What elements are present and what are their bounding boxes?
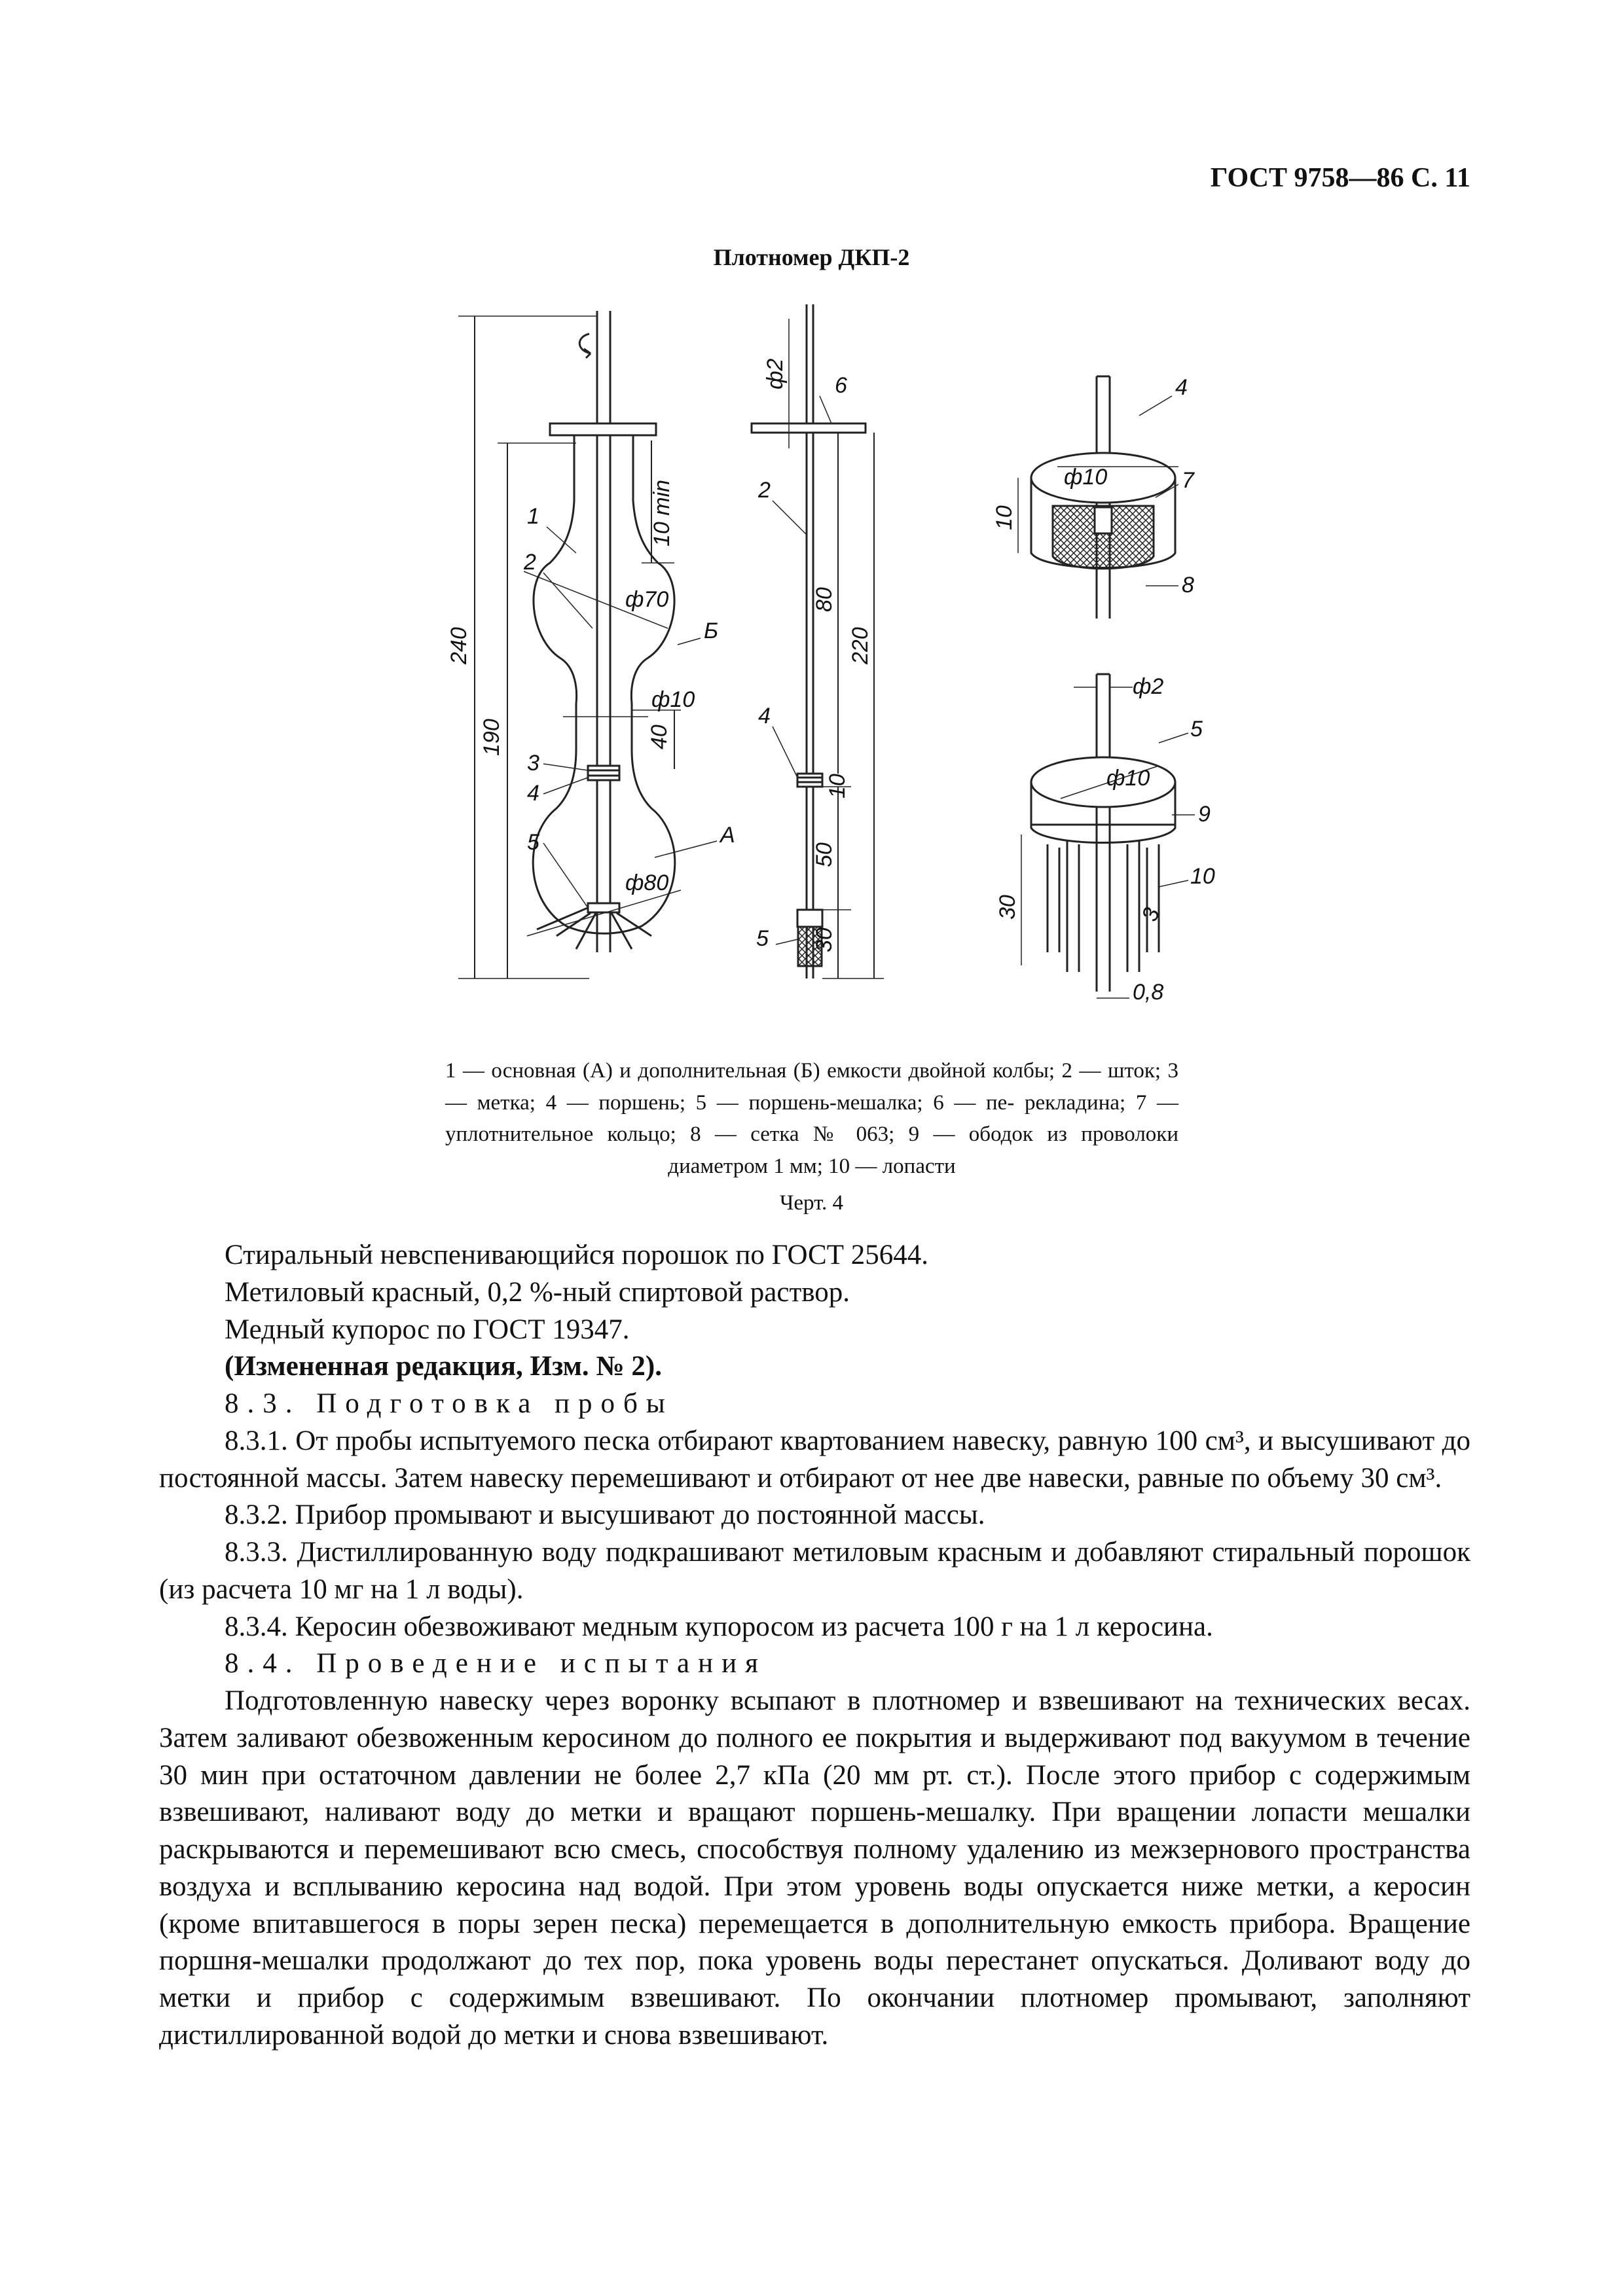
- dim-d10-piston: ф10: [1064, 465, 1108, 490]
- dim-190: 190: [479, 719, 504, 756]
- paragraph: 8.3.3. Дистиллированную воду подкрашивают метиловым красным и добавляют стиральный порошок (из расчета 10 мг на 1 л воды).: [159, 1537, 1470, 1605]
- dim-10min: 10 min: [649, 479, 674, 547]
- paragraph: 8.3.2. Прибор промывают и высушивают до постоянной массы.: [225, 1499, 985, 1531]
- figure-title: Плотномер ДКП-2: [713, 244, 910, 270]
- caption-line: рекладина; 7 — уплотнительное кольцо; 8 — сетка № 063; 9 — ободок: [445, 1090, 1178, 1146]
- figure-caption: [445, 1055, 1178, 1182]
- densimeter-drawing: [419, 298, 1224, 1050]
- dim-240: 240: [447, 627, 471, 664]
- page-header: ГОСТ 9758—86 С. 11: [1210, 163, 1470, 193]
- label-9: 9: [1198, 802, 1211, 827]
- label-a: А: [720, 823, 735, 848]
- dim-d10-stirrer: ф10: [1106, 766, 1150, 791]
- label-4b: 4: [758, 704, 771, 728]
- label-5b: 5: [756, 926, 769, 951]
- dim-220: 220: [848, 627, 873, 664]
- dim-10-piston: 10: [825, 774, 850, 798]
- dim-80: 80: [812, 587, 837, 612]
- dim-40: 40: [647, 725, 672, 749]
- dim-3: 3: [1137, 904, 1165, 925]
- label-3: 3: [527, 751, 539, 776]
- paragraph: Медный купорос по ГОСТ 19347.: [225, 1314, 630, 1345]
- label-2: 2: [524, 550, 536, 575]
- dim-d10-flask: ф10: [651, 687, 695, 712]
- caption-line: 2 — шток; 3 — метка; 4 — поршень; 5 — поршень-мешалка; 6 — пе-: [445, 1059, 1178, 1115]
- caption-line: из проволоки диаметром 1 мм; 10 — лопасти: [668, 1122, 1178, 1178]
- label-4c: 4: [1175, 375, 1188, 400]
- paragraph: Подготовленную навеску через воронку всыпают в плотномер и взвешивают на технических весах. Затем заливают обезвоженным керосином до полного ее покрытия и выдерживают под вакуумом в течение 30 мин при остаточном давлении не более 2,7 кПа (20 мм рт. ст.). После этого прибор с содержимым взвешивают, наливают воду до метки и вращают поршень-мешалку. При вращении лопасти мешалки раскрываются и перемешивают всю смесь, способствуя полному удалению из межзернового пространства воздуха и всплыванию керосина над водой. При этом уровень воды опускается ниже метки, а керосин (кроме впитавшегося в поры зерен песка) перемещается в дополнительную емкость прибора. Вращение поршня-мешалки продолжают до тех пор, пока уровень воды перестанет опускаться. Доливают воду до метки и прибор с содержимым взвешивают. По окончании плотномер промывают, заполняют дистиллированной водой до метки и снова взвешивают.: [159, 1685, 1470, 2051]
- label-1: 1: [527, 504, 539, 529]
- section-heading: 8.4. Проведение испытания: [225, 1648, 767, 1679]
- label-2b: 2: [758, 478, 771, 503]
- label-5: 5: [527, 830, 539, 855]
- dim-d80: ф80: [625, 870, 669, 895]
- label-4: 4: [527, 781, 539, 806]
- amendment-note: (Измененная редакция, Изм. № 2).: [225, 1351, 662, 1382]
- dim-d2-stirrer: ф2: [1133, 674, 1164, 699]
- paragraph: Метиловый красный, 0,2 %-ный спиртовой раствор.: [225, 1276, 850, 1308]
- label-5c: 5: [1190, 717, 1203, 742]
- caption-line: 1 — основная (А) и дополнительная (Б) емкости двойной колбы;: [445, 1059, 1055, 1083]
- dim-10-ring: 10: [992, 505, 1017, 530]
- body-text: [159, 1237, 1470, 2054]
- dim-30-stirrer: 30: [812, 927, 837, 952]
- dim-d70: ф70: [625, 587, 669, 612]
- section-heading: 8.3. Подготовка пробы: [225, 1388, 674, 1419]
- dim-30-blades: 30: [995, 895, 1020, 920]
- dim-50: 50: [812, 842, 837, 867]
- label-b: Б: [704, 619, 719, 643]
- label-6: 6: [835, 373, 847, 398]
- paragraph: Стиральный невспенивающийся порошок по ГОСТ 25644.: [225, 1240, 928, 1270]
- figure-number: Черт. 4: [779, 1191, 844, 1215]
- paragraph: 8.3.4. Керосин обезвоживают медным купоросом из расчета 100 г на 1 л керосина.: [225, 1611, 1213, 1642]
- dim-d2: ф2: [763, 358, 788, 389]
- dim-0-8: 0,8: [1133, 980, 1164, 1005]
- label-7: 7: [1182, 468, 1194, 493]
- paragraph: 8.3.1. От пробы испытуемого песка отбирают квартованием навеску, равную 100 см³, и высушивают до постоянной массы. Затем навеску перемешивают и отбирают от нее две навески, равные по объему 30 см³.: [159, 1425, 1470, 1494]
- label-10: 10: [1190, 864, 1215, 889]
- label-8: 8: [1182, 573, 1194, 598]
